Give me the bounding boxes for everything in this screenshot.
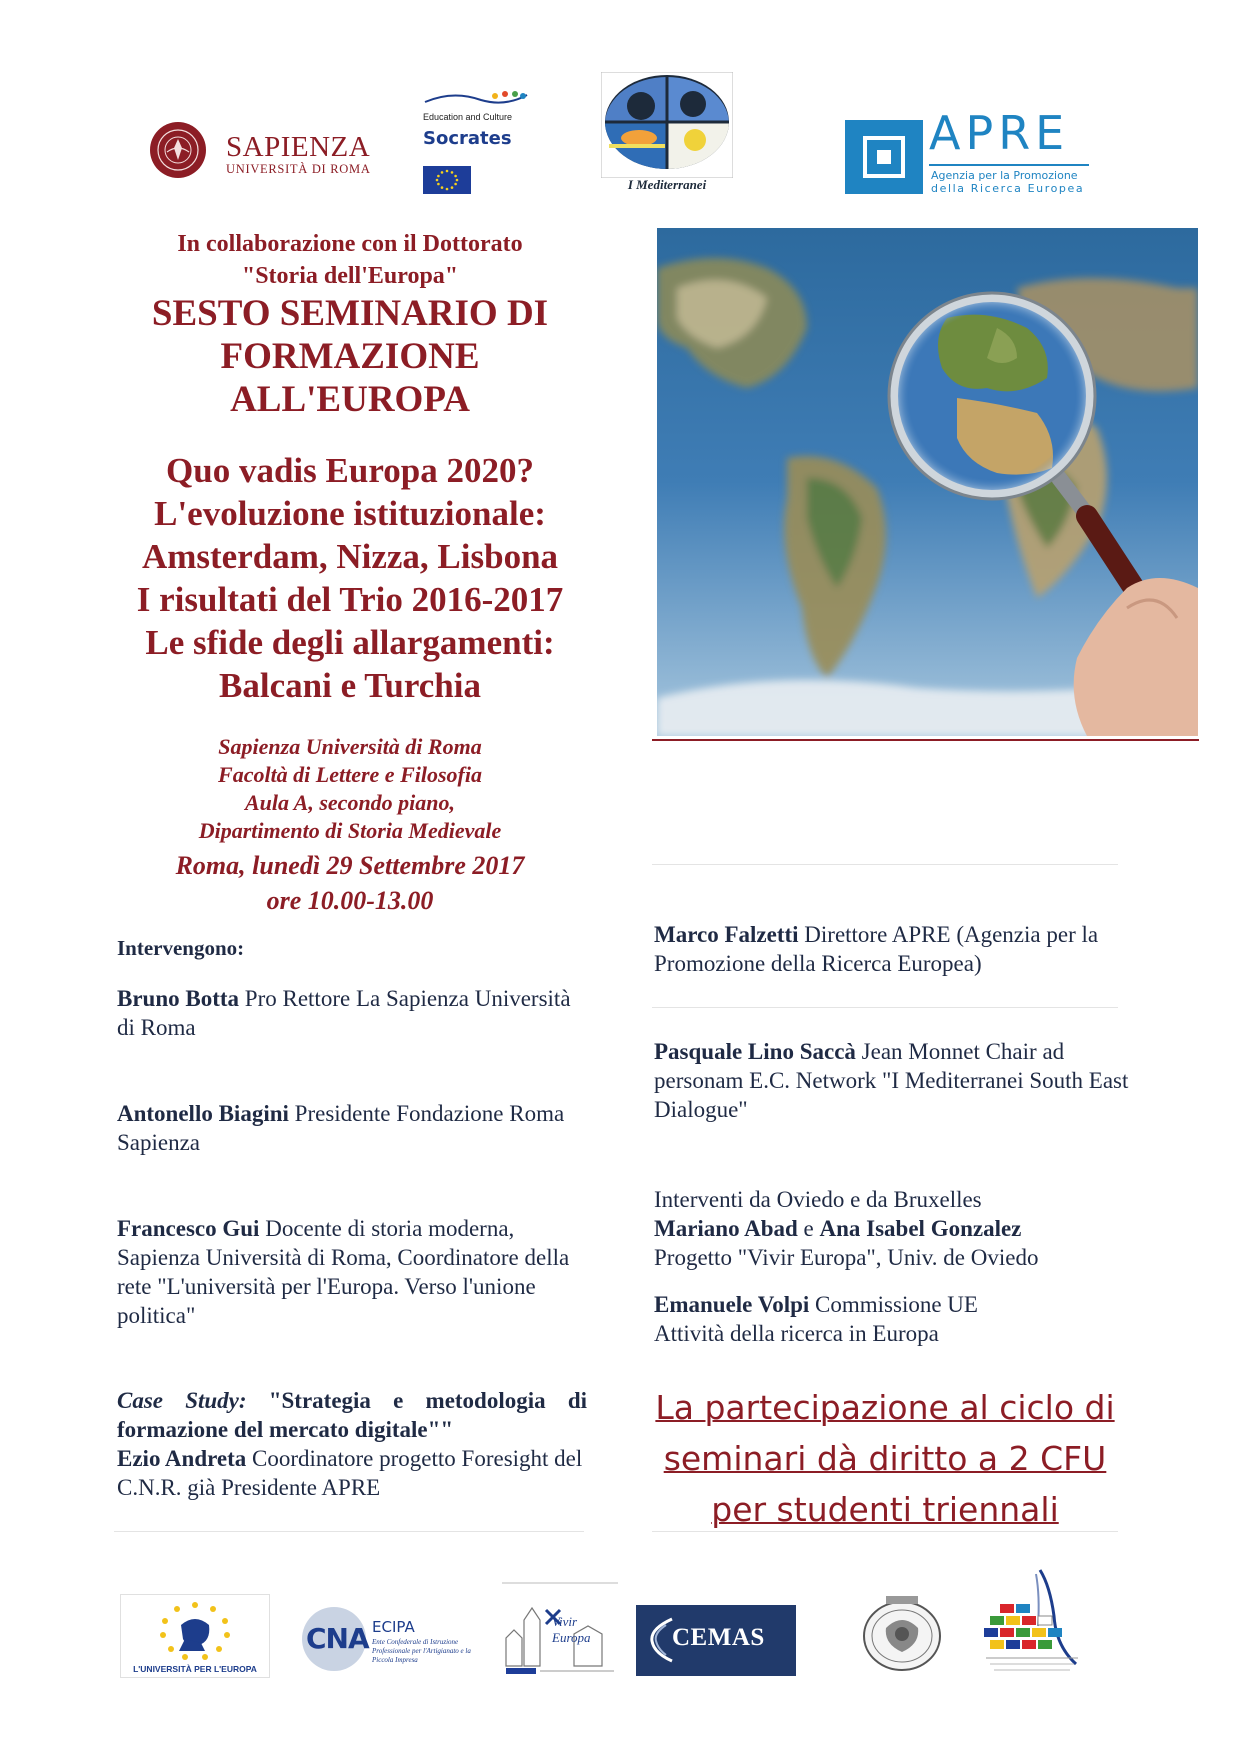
speaker-entry <box>117 1099 587 1157</box>
speaker-entry <box>117 984 587 1042</box>
mediterranei-emblem-icon <box>601 72 733 178</box>
flags-tower-icon <box>980 1566 1084 1678</box>
case-study-label: Case Study: <box>117 1388 247 1413</box>
cna-ecipa-logo <box>300 1602 490 1674</box>
speaker-entry <box>654 1290 1134 1348</box>
sapienza-logo <box>150 122 390 182</box>
collaboration-note <box>100 228 600 292</box>
speaker-entry <box>117 1444 587 1502</box>
image-divider <box>652 739 1199 741</box>
cfu-credit-notice <box>645 1382 1125 1535</box>
subject-line: Amsterdam, Nizza, Lisbona <box>141 537 559 576</box>
seminar-title <box>100 292 600 421</box>
name-conjunction: e <box>803 1216 814 1241</box>
ecipa-name: ECIPA <box>372 1618 415 1636</box>
speaker-name: Antonello Biagini <box>117 1101 289 1126</box>
speaker-entry <box>654 1037 1134 1124</box>
event-date: Roma, lunedì 29 Settembre 2017 <box>175 851 525 880</box>
speaker-name: Pasquale Lino Saccà <box>654 1039 856 1064</box>
divider <box>652 1531 1118 1532</box>
speaker-role: Progetto "Vivir Europa", Univ. de Oviedo <box>654 1245 1039 1270</box>
sapienza-subtitle: UNIVERSITÀ DI ROMA <box>226 162 371 176</box>
case-study-entry <box>117 1386 587 1444</box>
university-seal-logo <box>856 1594 948 1674</box>
subject-line: Balcani e Turchia <box>219 666 481 705</box>
apre-square-icon <box>845 120 923 194</box>
divider <box>652 1007 1118 1008</box>
cna-name: CNA <box>306 1622 369 1655</box>
speaker-name: Emanuele Volpi <box>654 1292 810 1317</box>
subject-line: L'evoluzione istituzionale: <box>154 494 546 533</box>
apre-divider <box>929 164 1089 166</box>
upe-label: L'UNIVERSITÀ PER L'EUROPA <box>133 1664 257 1674</box>
speaker-entry <box>117 1214 587 1330</box>
speaker-role: Presidente Fondazione Roma Sapienza <box>117 1101 565 1155</box>
divider <box>652 864 1118 865</box>
apre-subtitle-2: della Ricerca Europea <box>931 182 1085 195</box>
seminar-title-line-2: FORMAZIONE <box>220 336 480 377</box>
speaker-name: Francesco Gui <box>117 1216 260 1241</box>
apre-subtitle-1: Agenzia per la Promozione <box>931 169 1078 182</box>
speaker-role: Attività della ricerca in Europa <box>654 1321 939 1346</box>
mediterranei-logo <box>597 72 737 196</box>
apre-logo <box>845 106 1095 195</box>
event-time: ore 10.00-13.00 <box>266 886 434 915</box>
seminar-subject <box>95 449 605 707</box>
eu-flag-icon <box>423 166 471 194</box>
socrates-logo <box>418 86 548 196</box>
mediterranei-caption: I Mediterranei <box>627 177 707 192</box>
apre-name: APRE <box>929 106 1070 160</box>
vivir-europa-name: Vivir Europa <box>552 1614 591 1645</box>
universita-per-europa-logo <box>120 1594 270 1678</box>
speaker-name: Mariano Abad <box>654 1216 798 1241</box>
cfu-line: per studenti triennali <box>711 1490 1059 1529</box>
speaker-role: Coordinatore progetto Foresight del C.N.R. già Presidente APRE <box>117 1446 583 1500</box>
cemas-logo <box>636 1605 796 1676</box>
world-map-magnifier-image <box>657 228 1198 736</box>
venue-block <box>100 733 600 845</box>
cfu-line: La partecipazione al ciclo di <box>655 1388 1115 1427</box>
program-label: Education and Culture <box>423 112 513 122</box>
cemas-wave-icon <box>642 1615 676 1665</box>
case-study-title: "Strategia e metodologia di formazione del mercato digitale"" <box>117 1388 588 1442</box>
seminar-title-line-3: ALL'EUROPA <box>230 379 470 420</box>
remote-names <box>654 1214 1134 1243</box>
speaker-name: Ana Isabel Gonzalez <box>819 1216 1022 1241</box>
speakers-heading: Intervengono: <box>117 936 245 960</box>
speaker-entry <box>654 920 1134 978</box>
venue-line: Sapienza Università di Roma <box>218 734 482 759</box>
speaker-role: Docente di storia moderna, Sapienza Università di Roma, Coordinatore della rete "L'università per l'Europa. Verso l'unione politica" <box>117 1216 570 1328</box>
ecipa-subtitle: Ente Confederale di Istruzione Professionale per l'Artigianato e la Piccola Impresa <box>372 1638 471 1664</box>
sapienza-name: SAPIENZA <box>226 131 371 163</box>
cfu-line: seminari dà diritto a 2 CFU <box>663 1439 1107 1478</box>
venue-line: Dipartimento di Storia Medievale <box>198 818 502 843</box>
subject-line: Quo vadis Europa 2020? <box>166 451 534 490</box>
socrates-name: Socrates <box>423 128 512 149</box>
collaboration-line-1: In collaborazione con il Dottorato <box>177 231 523 257</box>
speaker-role: Pro Rettore La Sapienza Università di Roma <box>117 986 571 1040</box>
sapienza-seal-icon <box>150 122 206 178</box>
education-culture-swoosh-icon <box>423 88 531 108</box>
remote-intro: Interventi da Oviedo e da Bruxelles <box>654 1187 982 1212</box>
collaboration-line-2: "Storia dell'Europa" <box>241 263 459 289</box>
seminar-title-line-1: SESTO SEMINARIO DI <box>151 293 549 334</box>
vivir-europa-logo <box>502 1580 618 1676</box>
cemas-name: CEMAS <box>672 1624 765 1651</box>
speaker-line <box>654 1290 1134 1319</box>
seal-icon <box>856 1594 948 1674</box>
remote-speakers-entry <box>654 1185 1134 1272</box>
flags-network-logo <box>980 1566 1084 1678</box>
speaker-name: Marco Falzetti <box>654 922 799 947</box>
speaker-role: Jean Monnet Chair ad personam E.C. Network "I Mediterranei South East Dialogue" <box>654 1039 1129 1122</box>
subject-line: I risultati del Trio 2016-2017 <box>136 580 564 619</box>
venue-line: Facoltà di Lettere e Filosofia <box>218 762 482 787</box>
speaker-name: Bruno Botta <box>117 986 240 1011</box>
date-block <box>100 848 600 918</box>
subject-line: Le sfide degli allargamenti: <box>145 623 555 662</box>
venue-line: Aula A, secondo piano, <box>244 790 456 815</box>
speaker-role: Direttore APRE (Agenzia per la Promozione della Ricerca Europea) <box>654 922 1099 976</box>
speaker-name: Ezio Andreta <box>117 1446 247 1471</box>
divider <box>114 1531 584 1532</box>
speaker-role: Commissione UE <box>815 1292 978 1317</box>
eu-stars-head-icon <box>121 1595 269 1663</box>
